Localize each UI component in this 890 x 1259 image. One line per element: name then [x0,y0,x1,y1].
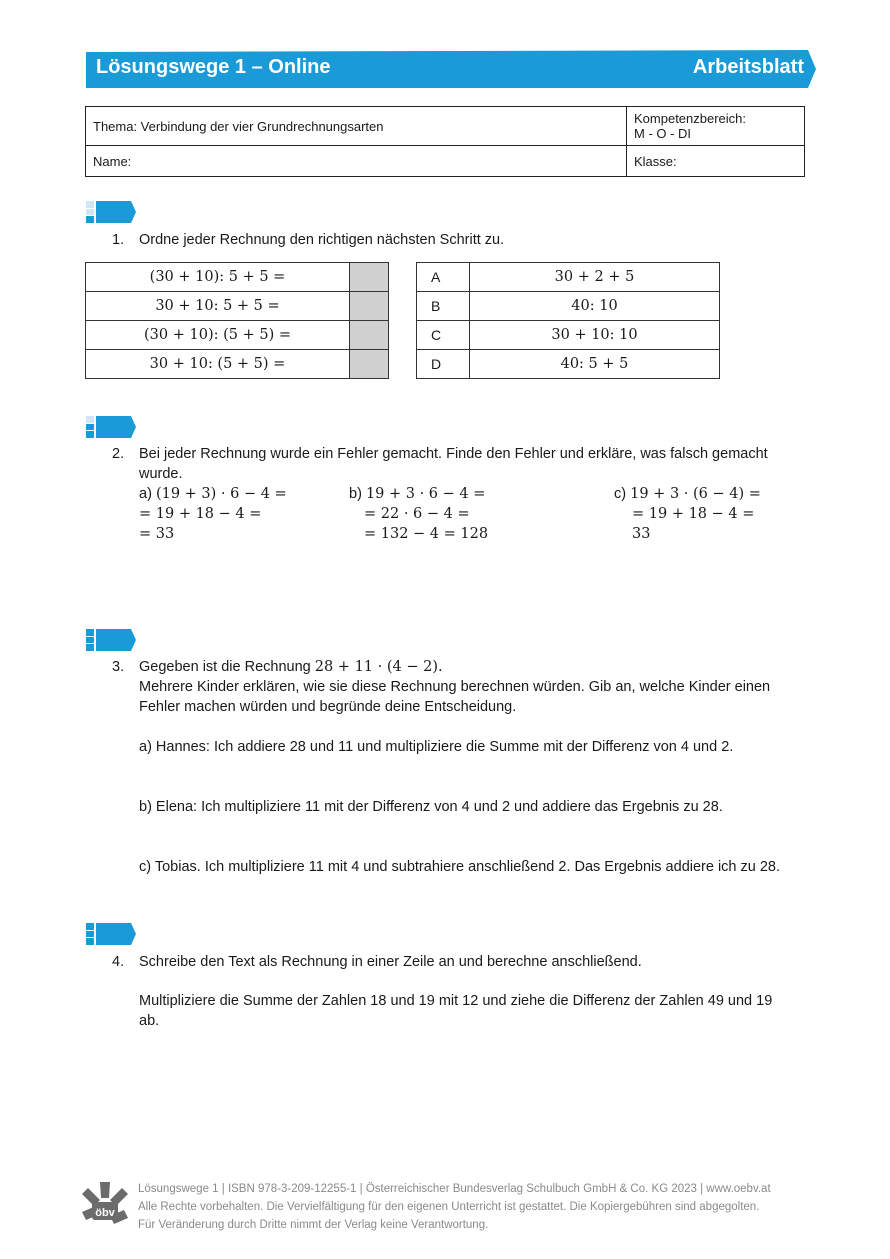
task1-option-letter: C [417,321,470,350]
footer-line2: Alle Rechte vorbehalten. Die Vervielfältigung für den eigenen Unterricht ist gestattet. Die Kopiergebühren sind abgegolten. [138,1201,760,1213]
task3-line1-expr: 28 + 11 · (4 − 2). [314,659,443,675]
name-field[interactable] [86,146,627,177]
task3-number: 3. [112,659,125,675]
task2-c-label: c) [614,486,627,502]
task2-b-line3: = 132 − 4 = 128 [364,526,489,542]
task2-a-line1 [139,484,287,504]
competence-value: M - O - DI [634,126,692,141]
class-label: Klasse: [634,153,677,169]
footer-line3: Für Veränderung durch Dritte nimmt der Verlag keine Verantwortung. [138,1219,489,1231]
task1-option-letter: A [417,263,470,292]
difficulty-marker-4 [86,923,136,945]
task2-text-line1: Bei jeder Rechnung wurde ein Fehler gemacht. Finde den Fehler und erkläre, was falsch gemacht [139,446,768,462]
task4-number: 4. [112,954,125,970]
competence-label: Kompetenzbereich: [634,111,747,126]
task2-a-label: a) [139,486,152,502]
task2-c-line2: = 19 + 18 − 4 = [632,506,755,522]
task2-b-line1 [349,484,485,504]
header-title: Lösungswege 1 – Online [96,56,331,78]
task1-number: 1. [112,232,125,248]
task1-left-table [85,262,389,379]
task4-line3: ab. [139,1013,160,1029]
difficulty-marker-1 [86,201,136,223]
oebv-logo-text: öbv [95,1207,115,1219]
task3-option-c: c) Tobias. Ich multipliziere 11 mit 4 und subtrahiere anschließend 2. Das Ergebnis addiere ich zu 28. [139,859,781,875]
task1-option-letter: B [417,292,470,321]
task2-b-expr1: 19 + 3 · 6 − 4 = [365,486,486,502]
task2-a-line2: = 19 + 18 − 4 = [139,506,262,522]
task1-answer-box[interactable] [350,350,389,379]
footer [138,1180,771,1234]
competence-cell [627,107,805,146]
task1-option-expr: 40: 10 [470,292,720,321]
topic-text: Thema: Verbindung der vier Grundrechnungsarten [93,118,384,134]
footer-line1: Lösungswege 1 | ISBN 978-3-209-12255-1 | Österreichischer Bundesverlag Schulbuch GmbH & Co. KG 2023 | www.oebv.at [138,1183,771,1195]
topic-cell [86,107,627,146]
task3-line3: Fehler machen würden und begründe deine Entscheidung. [139,699,517,715]
task2-a-expr1: (19 + 3) · 6 − 4 = [155,486,287,502]
task2-c-expr1: 19 + 3 · (6 − 4) = [630,486,761,502]
task1-answer-box[interactable] [350,321,389,350]
task1-right-table [416,262,720,379]
name-label: Name: [93,153,132,169]
task1-option-expr: 40: 5 + 5 [470,350,720,379]
task2-c-line3: 33 [632,526,651,542]
task1-left-expr: 30 + 10: (5 + 5) = [86,350,350,379]
task3-line1-text: Gegeben ist die Rechnung [139,659,311,675]
task3-option-a: a) Hannes: Ich addiere 28 und 11 und multipliziere die Summe mit der Differenz von 4 und 2. [139,739,734,755]
info-table [85,106,805,177]
task2-c-line1 [614,484,761,504]
task3-option-b: b) Elena: Ich multipliziere 11 mit der Differenz von 4 und 2 und addiere das Ergebnis zu 28. [139,799,723,815]
class-field[interactable] [627,146,805,177]
task1-option-expr: 30 + 2 + 5 [470,263,720,292]
difficulty-marker-2 [86,416,136,438]
oebv-logo-icon [80,1180,130,1232]
difficulty-marker-3 [86,629,136,651]
header-doc-type: Arbeitsblatt [692,56,804,78]
task2-b-line2: = 22 · 6 − 4 = [364,506,470,522]
task1-left-expr: (30 + 10): 5 + 5 = [86,263,350,292]
task1-left-expr: 30 + 10: 5 + 5 = [86,292,350,321]
task4-line1: Schreibe den Text als Rechnung in einer Zeile an und berechne anschließend. [139,954,642,970]
task1-answer-box[interactable] [350,263,389,292]
task1-answer-box[interactable] [350,292,389,321]
task1-text: Ordne jeder Rechnung den richtigen nächsten Schritt zu. [139,232,505,248]
task1-option-expr: 30 + 10: 10 [470,321,720,350]
task3-line1 [139,657,443,677]
task1-left-expr: (30 + 10): (5 + 5) = [86,321,350,350]
task4-line2: Multipliziere die Summe der Zahlen 18 und 19 mit 12 und ziehe die Differenz der Zahlen 49 und 19 [139,993,773,1009]
task2-a-line3: = 33 [139,526,175,542]
task2-text-line2: wurde. [139,466,183,482]
task3-line2: Mehrere Kinder erklären, wie sie diese Rechnung berechnen würden. Gib an, welche Kinder einen [139,679,771,695]
task2-number: 2. [112,446,125,462]
task2-b-label: b) [349,486,362,502]
task1-option-letter: D [417,350,470,379]
